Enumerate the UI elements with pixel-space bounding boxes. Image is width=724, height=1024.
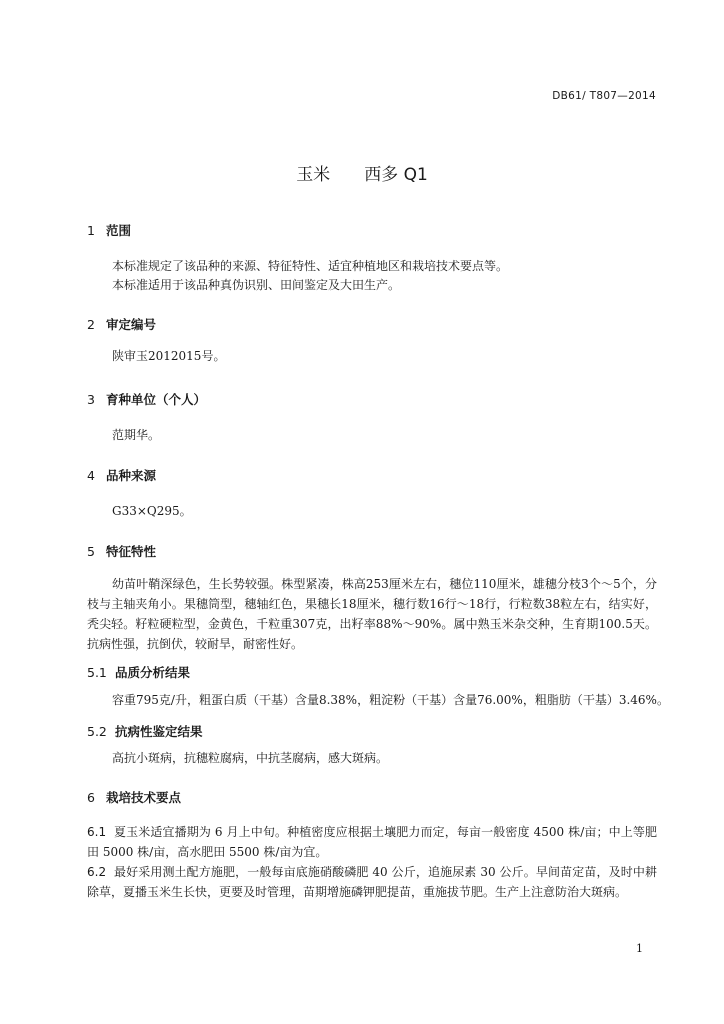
section-title: 抗病性鉴定结果 — [115, 724, 203, 739]
document-title — [0, 160, 724, 185]
characteristics-text: 幼苗叶鞘深绿色，生长势较强。株型紧凑，株高253厘米左右，穗位110厘米，雄穗分枝3个～5个，分枝与主轴夹角小。果穗筒型，穗轴红色，果穗长18厘米，穗行数16行～18行，行粒数38粒左右，结实好，秃尖轻。籽粒硬粒型，金黄色，千粒重307克，出籽率88%～90%。属中熟玉米杂交种，生育期100.5天。抗病性强，抗倒伏，较耐旱，耐密性好。 — [87, 577, 657, 651]
clause-number: 6.2 — [87, 865, 107, 879]
section-title: 栽培技术要点 — [106, 790, 182, 805]
quality-analysis: 容重795克/升，粗蛋白质（干基）含量8.38%，粗淀粉（干基）含量76.00%，粗脂肪（干基）3.46%。 — [112, 693, 669, 707]
cultivation-6-2 — [87, 862, 657, 902]
approval-number: 陕审玉2012015号。 — [112, 349, 226, 363]
page-number: 1 — [636, 942, 643, 955]
disease-resistance: 高抗小斑病，抗穗粒腐病，中抗茎腐病，感大斑病。 — [112, 751, 389, 765]
section-1-heading — [87, 221, 131, 239]
section-5-heading — [87, 542, 156, 560]
title-crop: 玉米 — [296, 165, 331, 185]
clause-number: 6.1 — [87, 825, 107, 839]
section-number: 5.2 — [87, 724, 107, 739]
cultivation-6-1 — [87, 822, 657, 862]
section-3-heading — [87, 390, 206, 408]
section-title: 审定编号 — [106, 317, 157, 332]
variety-origin: G33×Q295。 — [112, 504, 192, 518]
scope-line-2: 本标准适用于该品种真伪识别、田间鉴定及大田生产。 — [112, 278, 401, 292]
section-number: 6 — [87, 790, 95, 805]
section-title: 育种单位（个人） — [106, 392, 207, 407]
section-number: 5.1 — [87, 665, 107, 680]
characteristics-paragraph — [87, 574, 657, 654]
section-number: 1 — [87, 223, 95, 238]
section-title: 范围 — [106, 223, 132, 238]
section-number: 5 — [87, 544, 95, 559]
standard-code: DB61/ T807—2014 — [552, 90, 656, 102]
section-title: 品种来源 — [106, 468, 157, 483]
section-number: 2 — [87, 317, 95, 332]
clause-text: 最好采用测土配方施肥，一般每亩底施硝酸磷肥 40 公斤，追施尿素 30 公斤。早间苗定苗，及时中耕除草，夏播玉米生长快，更要及时管理，苗期增施磷钾肥提苗，重施拔节肥。生产上注意防治大斑病。 — [87, 865, 657, 899]
breeder: 范期华。 — [112, 428, 161, 442]
section-number: 3 — [87, 392, 95, 407]
section-6-heading — [87, 788, 181, 806]
section-2-heading — [87, 315, 156, 333]
section-number: 4 — [87, 468, 95, 483]
section-title: 特征特性 — [106, 544, 157, 559]
title-variety: 西多 Q1 — [364, 165, 428, 185]
section-title: 品质分析结果 — [115, 665, 191, 680]
clause-text: 夏玉米适宜播期为 6 月上中旬。种植密度应根据土壤肥力而定，每亩一般密度 4500 株/亩；中上等肥田 5000 株/亩，高水肥田 5500 株/亩为宜。 — [87, 825, 657, 859]
section-4-heading — [87, 466, 156, 484]
section-5-2-heading — [87, 722, 203, 740]
scope-line-1: 本标准规定了该品种的来源、特征特性、适宜种植地区和栽培技术要点等。 — [112, 259, 509, 273]
section-5-1-heading — [87, 663, 190, 681]
